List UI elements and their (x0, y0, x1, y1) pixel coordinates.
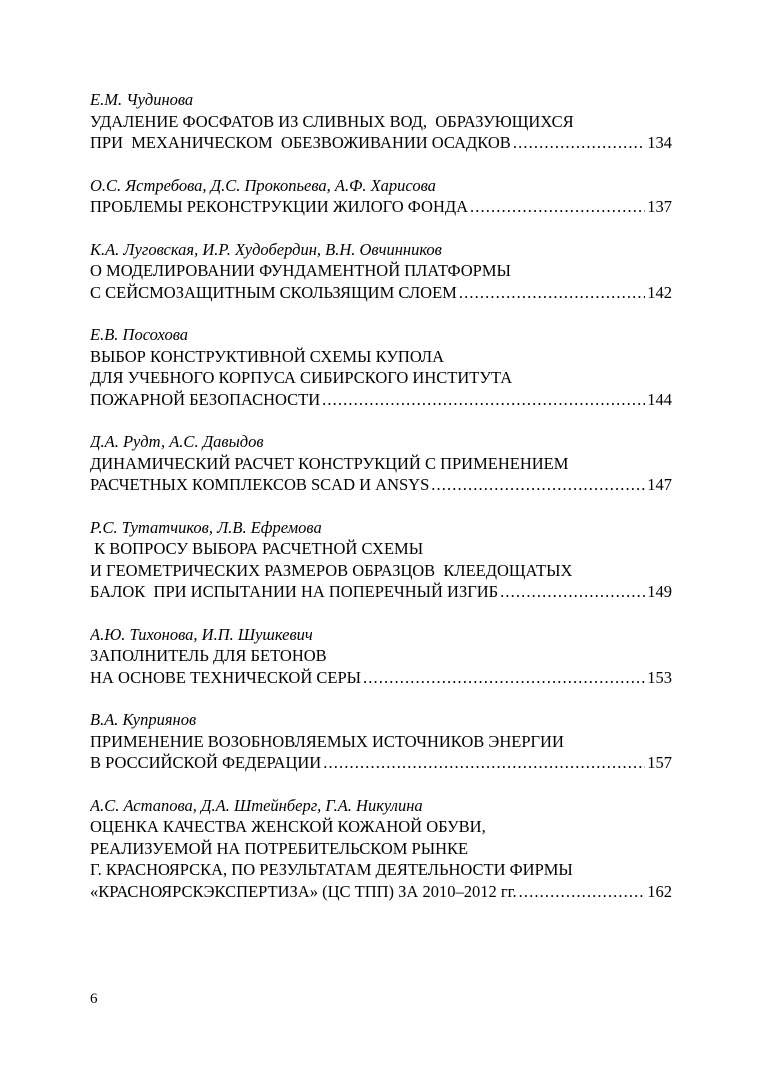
entry-title-line: ВЫБОР КОНСТРУКТИВНОЙ СХЕМЫ КУПОЛА (90, 346, 445, 366)
entry-title-line: ПОЖАРНОЙ БЕЗОПАСНОСТИ (90, 389, 321, 409)
dot-leader (519, 881, 646, 903)
entry-page-number: 134 (647, 133, 672, 152)
dot-leader (513, 132, 645, 154)
toc-entry (90, 239, 672, 304)
toc-entry (90, 517, 672, 603)
entry-last-line (90, 282, 672, 304)
entry-page-number: 153 (647, 667, 672, 687)
table-of-contents (90, 89, 672, 923)
entry-title-line: К ВОПРОСУ ВЫБОРА РАСЧЕТНОЙ СХЕМЫ (90, 539, 424, 558)
entry-title-line: ПРИМЕНЕНИЕ ВОЗОБНОВЛЯЕМЫХ ИСТОЧНИКОВ ЭНЕРГИИ (90, 731, 564, 751)
entry-title-line: БАЛОК ПРИ ИСПЫТАНИИ НА ПОПЕРЕЧНЫЙ ИЗГИБ (90, 582, 499, 601)
entry-authors: Е.М. Чудинова (90, 90, 194, 109)
entry-title-line: И ГЕОМЕТРИЧЕСКИХ РАЗМЕРОВ ОБРАЗЦОВ КЛЕЕДОЩАТЫХ (90, 560, 573, 580)
entry-title-line: «КРАСНОЯРСКЭКСПЕРТИЗА» (ЦС ТПП) ЗА 2010–2012 гг. (90, 881, 517, 901)
toc-entry (90, 431, 672, 496)
entry-last-line (90, 389, 672, 411)
entry-title-line: ДИНАМИЧЕСКИЙ РАСЧЕТ КОНСТРУКЦИЙ С ПРИМЕНЕНИЕМ (90, 453, 569, 473)
entry-title-line: РАСЧЕТНЫХ КОМПЛЕКСОВ SCAD И ANSYS (90, 475, 430, 494)
entry-authors: Д.А. Рудт, А.С. Давыдов (90, 432, 264, 451)
entry-title-line: ПРИ МЕХАНИЧЕСКОМ ОБЕЗВОЖИВАНИИ ОСАДКОВ (90, 133, 511, 152)
toc-entry (90, 709, 672, 774)
dot-leader (470, 196, 645, 218)
dot-leader (322, 389, 645, 411)
entry-authors: К.А. Луговская, И.Р. Худобердин, В.Н. Овчинников (90, 239, 442, 259)
entry-last-line (90, 752, 672, 774)
entry-last-line (90, 196, 672, 218)
entry-title-line: РЕАЛИЗУЕМОЙ НА ПОТРЕБИТЕЛЬСКОМ РЫНКЕ (90, 838, 469, 858)
entry-page-number: 142 (647, 282, 672, 302)
toc-entry (90, 624, 672, 689)
page-number: 6 (90, 991, 98, 1007)
toc-entry (90, 324, 672, 410)
entry-title-line: ОЦЕНКА КАЧЕСТВА ЖЕНСКОЙ КОЖАНОЙ ОБУВИ, (90, 817, 486, 836)
entry-last-line (90, 581, 672, 603)
entry-page-number: 162 (647, 881, 672, 901)
entry-page-number: 147 (647, 475, 672, 494)
toc-entry (90, 89, 672, 154)
toc-entry (90, 795, 672, 903)
toc-entry (90, 175, 672, 218)
entry-authors: В.А. Куприянов (90, 710, 197, 729)
dot-leader (500, 581, 645, 603)
entry-page-number: 144 (647, 389, 672, 409)
entry-title-line: УДАЛЕНИЕ ФОСФАТОВ ИЗ СЛИВНЫХ ВОД, ОБРАЗУЮЩИХСЯ (90, 111, 574, 131)
entry-last-line (90, 474, 672, 496)
entry-title-line: ЗАПОЛНИТЕЛЬ ДЛЯ БЕТОНОВ (90, 646, 327, 665)
entry-title-line: НА ОСНОВЕ ТЕХНИЧЕСКОЙ СЕРЫ (90, 667, 362, 687)
entry-title-line: ДЛЯ УЧЕБНОГО КОРПУСА СИБИРСКОГО ИНСТИТУТА (90, 368, 513, 387)
entry-authors: А.Ю. Тихонова, И.П. Шушкевич (90, 624, 313, 644)
entry-page-number: 149 (647, 582, 672, 601)
entry-last-line (90, 881, 672, 903)
entry-title-line: В РОССИЙСКОЙ ФЕДЕРАЦИИ (90, 753, 322, 772)
entry-title-line: О МОДЕЛИРОВАНИИ ФУНДАМЕНТНОЙ ПЛАТФОРМЫ (90, 261, 511, 280)
dot-leader (323, 752, 645, 774)
entry-authors: О.С. Ястребова, Д.С. Прокопьева, А.Ф. Харисова (90, 175, 436, 195)
entry-page-number: 157 (647, 753, 672, 772)
entry-authors: Е.В. Посохова (90, 325, 188, 344)
entry-authors: А.С. Астапова, Д.А. Штейнберг, Г.А. Никулина (90, 795, 423, 815)
dot-leader (431, 474, 645, 496)
entry-authors: Р.С. Тутатчиков, Л.В. Ефремова (90, 517, 322, 537)
dot-leader (459, 282, 645, 304)
entry-page-number: 137 (647, 197, 672, 216)
entry-last-line (90, 667, 672, 689)
entry-title-line: ПРОБЛЕМЫ РЕКОНСТРУКЦИИ ЖИЛОГО ФОНДА (90, 197, 469, 216)
entry-last-line (90, 132, 672, 154)
entry-title-line: Г. КРАСНОЯРСКА, ПО РЕЗУЛЬТАТАМ ДЕЯТЕЛЬНОСТИ ФИРМЫ (90, 860, 573, 879)
entry-title-line: С СЕЙСМОЗАЩИТНЫМ СКОЛЬЗЯЩИМ СЛОЕМ (90, 282, 457, 302)
dot-leader (363, 667, 645, 689)
